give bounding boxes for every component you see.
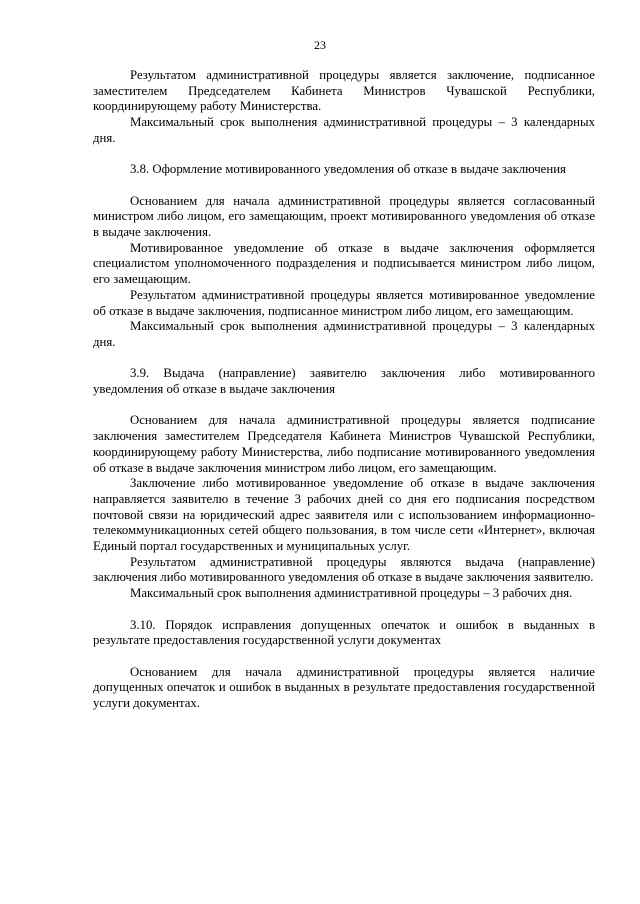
blank-line — [93, 351, 595, 367]
blank-line — [93, 147, 595, 163]
paragraph-term-3-7: Максимальный срок выполнения административной процедуры – 3 календарных дня. — [93, 115, 595, 145]
section-heading-3-10: 3.10. Порядок исправления допущенных опечаток и ошибок в выданных в результате предоставления государственной услуги документах — [93, 617, 595, 648]
paragraph-basis-3-9: Основанием для начала административной процедуры является подписание заключения заместителем Председателя Кабинета Министров Чувашской Республики, координирующему работу Министерства, либо подписание мотивированного уведомления об отказе в выдаче заключения министром либо лицом, его замещающим. — [93, 413, 595, 475]
paragraph-term-3-9: Максимальный срок выполнения административной процедуры – 3 рабочих дня. — [130, 586, 573, 601]
section-heading-3-9: 3.9. Выдача (направление) заявителю заключения либо мотивированного уведомления об отказе в выдаче заключения — [93, 366, 595, 397]
blank-line — [93, 178, 595, 194]
paragraph-result-3-8: Результатом административной процедуры является мотивированное уведомление об отказе в выдаче заключения, подписанное министром либо лицом, его замещающим. — [93, 287, 595, 318]
paragraph-basis-3-10: Основанием для начала административной процедуры является наличие допущенных опечаток и ошибок в выданных в результате предоставления государственной услуги документах. — [93, 664, 595, 711]
paragraph-preparation-3-8: Мотивированное уведомление об отказе в выдаче заключения оформляется специалистом уполномоченного подразделения и подписывается министром либо лицом, его замещающим. — [93, 240, 595, 287]
paragraph-basis-3-8: Основанием для начала административной процедуры является согласованный министром либо лицом, его замещающим, проект мотивированного уведомления об отказе в выдаче заключения. — [93, 193, 595, 239]
blank-line — [93, 649, 595, 665]
paragraph-result-3-7: Результатом административной процедуры является заключение, подписанное заместителем Председателем Кабинета Министров Чувашской Республики, координирующему работу Министерства. — [93, 68, 595, 114]
paragraph-term-3-8: Максимальный срок выполнения административной процедуры – 3 календарных дня. — [93, 319, 595, 349]
paragraph-sending-3-9: Заключение либо мотивированное уведомление об отказе в выдаче заключения направляется заявителю в течение 3 рабочих дней со дня его подписания посредством почтовой связи на юридический адрес заявителя или с использованием информационно-телекоммуникационных сетей общего пользования, в том числе сети «Интернет», включая Единый портал государственных и муниципальных услуг. — [93, 476, 595, 554]
document-body — [93, 68, 595, 712]
paragraph-result-3-9: Результатом административной процедуры являются выдача (направление) заключения либо мотивированного уведомления об отказе в выдаче заключения заявителю. — [93, 554, 595, 585]
blank-line — [93, 398, 595, 414]
blank-line — [93, 602, 595, 618]
page-number: 23 — [314, 38, 326, 52]
section-heading-3-8: 3.8. Оформление мотивированного уведомления об отказе в выдаче заключения — [130, 162, 566, 177]
